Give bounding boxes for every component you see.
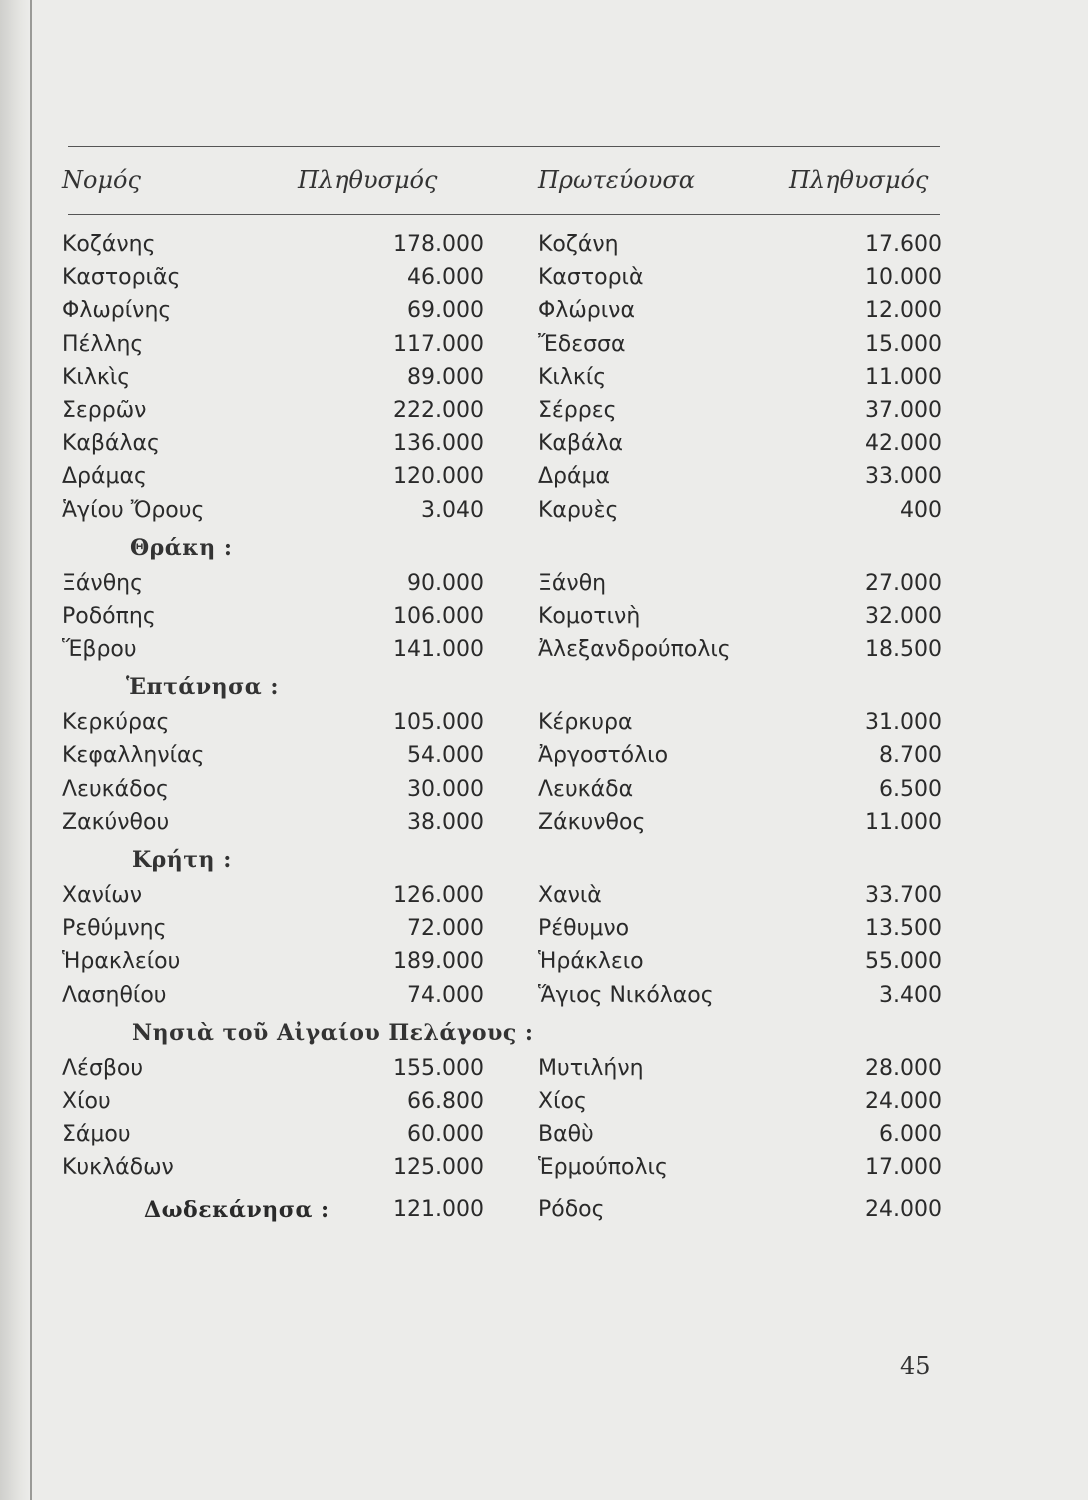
capital-cell: Χίος: [538, 1088, 587, 1114]
population-cell: 69.000: [407, 298, 484, 324]
row-spacer: [0, 1185, 1088, 1193]
population-cell: 121.000: [393, 1196, 484, 1222]
population-cell: 72.000: [407, 916, 484, 942]
capital-cell: Ἀργοστόλιο: [538, 743, 669, 769]
region-heading-label: Θράκη :: [130, 534, 233, 561]
population-cell: 106.000: [393, 603, 484, 629]
population-cell: 46.000: [407, 265, 484, 291]
table-row: [0, 912, 1088, 945]
nomos-cell: Κερκύρας: [62, 710, 170, 736]
header-protevousa: Πρωτεύουσα: [538, 166, 695, 194]
nomos-cell: Χίου: [62, 1088, 111, 1114]
capital-population-cell: 15.000: [865, 331, 942, 357]
nomos-cell: Ροδόπης: [62, 603, 156, 629]
capital-population-cell: 42.000: [865, 431, 942, 457]
header-plithysmos: Πληθυσμός: [298, 166, 438, 194]
table-row: [0, 460, 1088, 493]
capital-population-cell: 10.000: [865, 265, 942, 291]
capital-population-cell: 11.000: [865, 364, 942, 390]
capital-population-cell: 8.700: [879, 743, 942, 769]
capital-cell: Λευκάδα: [538, 776, 634, 802]
nomos-cell: Φλωρίνης: [62, 298, 172, 324]
capital-population-cell: 13.500: [865, 916, 942, 942]
capital-cell: Καρυὲς: [538, 497, 619, 523]
capital-population-cell: 12.000: [865, 298, 942, 324]
capital-cell: Βαθὺ: [538, 1122, 594, 1148]
population-cell: 74.000: [407, 982, 484, 1008]
capital-cell: Ἅγιος Νικόλαος: [538, 982, 714, 1008]
capital-cell: Κοζάνη: [538, 232, 619, 257]
population-cell: 141.000: [393, 637, 484, 663]
population-cell: 120.000: [393, 464, 484, 490]
region-heading: [0, 527, 1088, 567]
capital-population-cell: 37.000: [865, 397, 942, 423]
population-cell: 60.000: [407, 1122, 484, 1148]
table-row: [0, 773, 1088, 806]
capital-cell: Καστοριὰ: [538, 265, 644, 291]
table-row: [0, 361, 1088, 394]
population-cell: 222.000: [393, 397, 484, 423]
capital-cell: Ἀλεξανδρούπολις: [538, 637, 731, 663]
nomos-cell: Λέσβου: [62, 1055, 144, 1081]
table-row: [0, 706, 1088, 739]
capital-population-cell: 32.000: [865, 603, 942, 629]
capital-cell: Σέρρες: [538, 397, 617, 423]
nomos-cell: Λασηθίου: [62, 982, 167, 1008]
nomos-cell: Σερρῶν: [62, 397, 147, 423]
region-heading: [0, 666, 1088, 706]
nomos-cell: Σάμου: [62, 1122, 131, 1148]
capital-cell: Κέρκυρα: [538, 710, 633, 736]
capital-cell: Μυτιλήνη: [538, 1055, 644, 1081]
table-row: [0, 979, 1088, 1012]
capital-population-cell: 27.000: [865, 570, 942, 596]
capital-population-cell: 17.600: [865, 232, 942, 257]
population-cell: 125.000: [393, 1155, 484, 1181]
table-row: [0, 394, 1088, 427]
table-row: [0, 1193, 1088, 1226]
table-row: [0, 261, 1088, 294]
table-row: [0, 600, 1088, 633]
region-heading: [0, 839, 1088, 879]
capital-cell: Ἡράκλειο: [538, 949, 644, 975]
capital-cell: Φλώρινα: [538, 298, 635, 324]
capital-population-cell: 31.000: [865, 710, 942, 736]
page-number: 45: [900, 1352, 931, 1380]
nomos-cell: Δράμας: [62, 464, 147, 490]
nomos-cell: Χανίων: [62, 883, 143, 908]
table-row: [0, 1151, 1088, 1184]
table-row: [0, 567, 1088, 600]
header-plithysmos-capital: Πληθυσμός: [789, 166, 929, 194]
population-cell: 136.000: [393, 431, 484, 457]
table-top-rule: [68, 146, 940, 147]
table-row: [0, 739, 1088, 772]
table-row: [0, 879, 1088, 912]
population-cell: 54.000: [407, 743, 484, 769]
region-heading-label: Κρήτη :: [132, 847, 232, 873]
population-cell: 105.000: [393, 710, 484, 736]
capital-population-cell: 6.500: [879, 776, 942, 802]
table-row: [0, 1085, 1088, 1118]
table-row: [0, 945, 1088, 978]
population-cell: 90.000: [407, 570, 484, 596]
nomos-cell: Κεφαλληνίας: [62, 743, 205, 769]
capital-cell: Ρέθυμνο: [538, 916, 630, 942]
nomos-cell: Ἕβρου: [62, 637, 137, 663]
table-row: [0, 328, 1088, 361]
capital-population-cell: 24.000: [865, 1088, 942, 1114]
capital-cell: Ἑρμούπολις: [538, 1155, 668, 1181]
nomos-cell: Ξάνθης: [62, 570, 144, 596]
capital-population-cell: 3.400: [879, 982, 942, 1008]
table-row: [0, 427, 1088, 460]
nomos-cell: Κιλκὶς: [62, 364, 131, 390]
population-cell: 178.000: [393, 232, 484, 257]
population-cell: 189.000: [393, 949, 484, 975]
capital-population-cell: 18.500: [865, 637, 942, 663]
nomos-cell: Λευκάδος: [62, 776, 169, 802]
nomos-cell: Καβάλας: [62, 431, 160, 457]
capital-population-cell: 24.000: [865, 1196, 942, 1222]
population-cell: 117.000: [393, 331, 484, 357]
nomos-cell: Κυκλάδων: [62, 1155, 174, 1181]
capital-population-cell: 55.000: [865, 949, 942, 975]
population-cell: 38.000: [407, 809, 484, 835]
region-heading-label: Νησιὰ τοῦ Αἰγαίου Πελάγους :: [132, 1019, 534, 1046]
population-cell: 66.800: [407, 1088, 484, 1114]
nomos-cell: Ρεθύμνης: [62, 916, 167, 942]
capital-population-cell: 11.000: [865, 809, 942, 835]
table-row: [0, 1118, 1088, 1151]
region-heading-label: Ἑπτάνησα :: [126, 674, 280, 701]
nomos-cell: Ἁγίου Ὄρους: [62, 497, 205, 523]
population-cell: 89.000: [407, 364, 484, 390]
population-cell: 3.040: [421, 497, 484, 523]
capital-population-cell: 6.000: [879, 1122, 942, 1148]
capital-population-cell: 33.000: [865, 464, 942, 490]
capital-cell: Δράμα: [538, 464, 611, 490]
nomos-cell: Ζακύνθου: [62, 809, 170, 835]
population-table: [0, 228, 1088, 1226]
capital-population-cell: 400: [900, 497, 942, 523]
capital-cell: Ἔδεσσα: [538, 331, 626, 357]
nomos-cell: Ἡρακλείου: [62, 949, 181, 975]
table-row: [0, 633, 1088, 666]
capital-population-cell: 28.000: [865, 1055, 942, 1081]
table-row: [0, 228, 1088, 261]
population-cell: 30.000: [407, 776, 484, 802]
capital-cell: Ξάνθη: [538, 570, 607, 596]
capital-cell: Κομοτινὴ: [538, 603, 641, 629]
nomos-cell: Πέλλης: [62, 331, 144, 357]
table-row: [0, 806, 1088, 839]
capital-cell: Καβάλα: [538, 431, 623, 457]
region-heading: [0, 1012, 1088, 1052]
nomos-cell: Καστοριᾶς: [62, 265, 181, 291]
header-nomos: Νομός: [62, 166, 141, 194]
population-cell: 155.000: [393, 1055, 484, 1081]
nomos-cell: Κοζάνης: [62, 232, 156, 257]
table-row: [0, 494, 1088, 527]
capital-population-cell: 17.000: [865, 1155, 942, 1181]
table-row: [0, 1052, 1088, 1085]
capital-cell: Χανιὰ: [538, 883, 602, 908]
population-cell: 126.000: [393, 883, 484, 908]
table-row: [0, 294, 1088, 327]
capital-cell: Κιλκίς: [538, 364, 607, 390]
capital-population-cell: 33.700: [865, 883, 942, 908]
header-rule: [68, 214, 940, 215]
capital-cell: Ρόδος: [538, 1196, 605, 1222]
nomos-cell: Δωδεκάνησα :: [144, 1196, 330, 1223]
capital-cell: Ζάκυνθος: [538, 809, 646, 835]
